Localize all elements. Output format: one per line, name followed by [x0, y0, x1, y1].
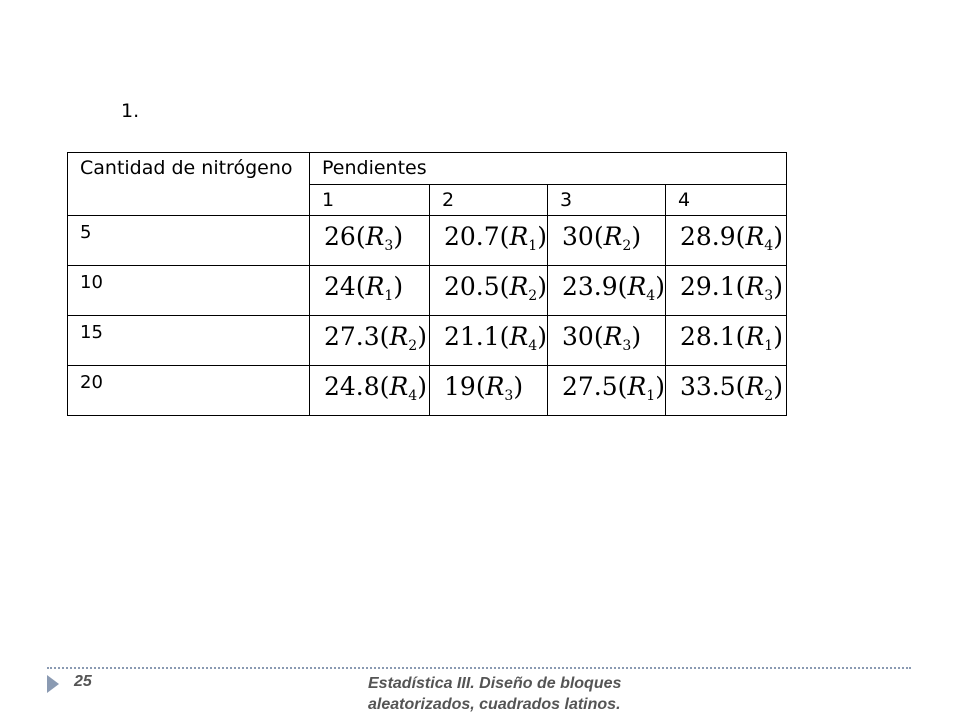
cell-subscript: 4 [764, 238, 774, 254]
table-cell: $21.1(R_4)$ [430, 316, 548, 366]
table-row [68, 366, 787, 416]
cell-value: 19 [444, 372, 476, 401]
cell-value: 33.5 [680, 372, 736, 401]
cell-subscript: 1 [646, 388, 656, 404]
table-cell: $24.8(R_4)$ [310, 366, 430, 416]
cell-subscript: 1 [384, 288, 394, 304]
table-cell: $19(R_3)$ [430, 366, 548, 416]
cell-subscript: 1 [528, 238, 538, 254]
header-pendientes: Pendientes [310, 153, 787, 185]
row-label: 10 [68, 266, 310, 316]
table-cell: $27.5(R_1)$ [548, 366, 666, 416]
table-cell: $20.5(R_2)$ [430, 266, 548, 316]
table-cell: $28.1(R_1)$ [666, 316, 787, 366]
column-header: 1 [310, 185, 430, 216]
table-cell: $30(R_2)$ [548, 216, 666, 266]
cell-value: 23.9 [562, 272, 618, 301]
table-header-row [68, 153, 787, 185]
row-label: 20 [68, 366, 310, 416]
cell-subscript: 4 [408, 388, 418, 404]
cell-subscript: 2 [408, 338, 418, 354]
table-cell: $20.7(R_1)$ [430, 216, 548, 266]
cell-value: 30 [562, 222, 594, 251]
cell-value: 28.1 [680, 322, 736, 351]
cell-value: 24.8 [324, 372, 380, 401]
cell-subscript: 4 [646, 288, 656, 304]
row-label: 5 [68, 216, 310, 266]
cell-subscript: 3 [504, 388, 514, 404]
table-row [68, 316, 787, 366]
cell-subscript: 2 [528, 288, 538, 304]
cell-subscript: 2 [764, 388, 774, 404]
column-header: 4 [666, 185, 787, 216]
cell-subscript: 3 [622, 338, 632, 354]
table-row [68, 266, 787, 316]
header-nitrogen: Cantidad de nitrógeno [68, 153, 310, 216]
table-cell: $33.5(R_2)$ [666, 366, 787, 416]
table-cell: $28.9(R_4)$ [666, 216, 787, 266]
cell-value: 27.3 [324, 322, 380, 351]
table-cell: $23.9(R_4)$ [548, 266, 666, 316]
table-cell: $26(R_3)$ [310, 216, 430, 266]
cell-subscript: 2 [622, 238, 632, 254]
cell-subscript: 3 [764, 288, 774, 304]
triangle-bullet-icon [47, 675, 59, 693]
item-number: 1. [121, 100, 140, 122]
cell-value: 30 [562, 322, 594, 351]
cell-value: 24 [324, 272, 356, 301]
row-label: 15 [68, 316, 310, 366]
table-row [68, 216, 787, 266]
page-number: 25 [74, 673, 92, 690]
data-table [67, 152, 787, 416]
cell-subscript: 3 [384, 238, 394, 254]
cell-value: 20.7 [444, 222, 500, 251]
column-header: 2 [430, 185, 548, 216]
cell-value: 27.5 [562, 372, 618, 401]
cell-value: 28.9 [680, 222, 736, 251]
table-cell: $24(R_1)$ [310, 266, 430, 316]
cell-value: 21.1 [444, 322, 500, 351]
table-cell: $27.3(R_2)$ [310, 316, 430, 366]
cell-value: 20.5 [444, 272, 500, 301]
table-cell: $29.1(R_3)$ [666, 266, 787, 316]
footer-divider [47, 667, 911, 669]
cell-subscript: 4 [528, 338, 538, 354]
cell-value: 26 [324, 222, 356, 251]
column-header: 3 [548, 185, 666, 216]
cell-value: 29.1 [680, 272, 736, 301]
table-cell: $30(R_3)$ [548, 316, 666, 366]
cell-subscript: 1 [764, 338, 774, 354]
footer-title: Estadística III. Diseño de bloques aleatorizados, cuadrados latinos. [368, 675, 622, 713]
